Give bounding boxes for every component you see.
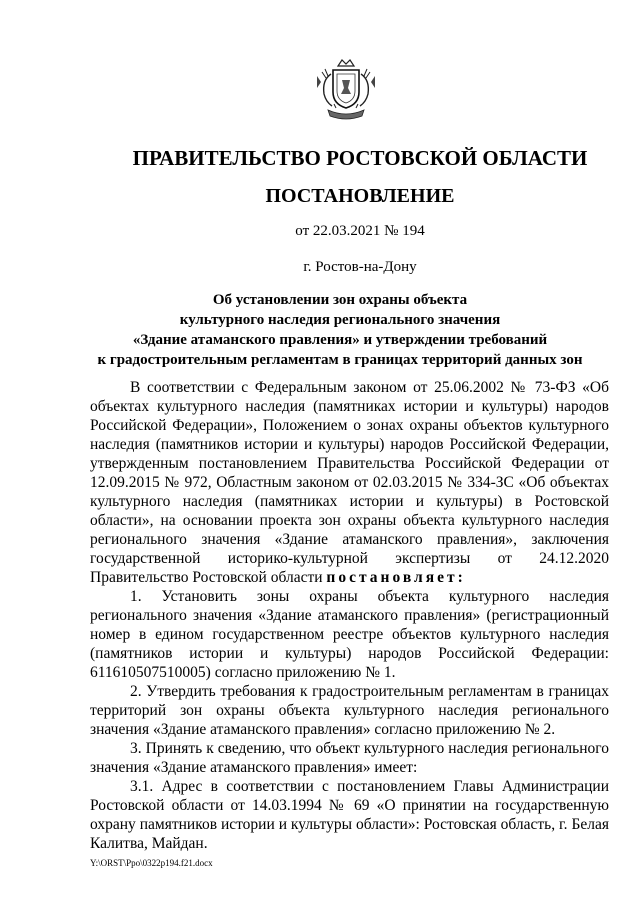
- title-line: культурного наследия регионального значения: [179, 312, 501, 328]
- preamble-paragraph: [90, 378, 609, 587]
- decree-word: постановляет:: [326, 569, 466, 586]
- document-title: [90, 290, 590, 370]
- coat-of-arms-emblem: [316, 58, 376, 124]
- document-date-number: от 22.03.2021 № 194: [295, 223, 425, 239]
- document-city: г. Ростов-на-Дону: [303, 259, 417, 275]
- decree-item: 3. Принять к сведению, что объект культурного наследия регионального значения «Здание атаманского правления» имеет:: [90, 740, 609, 776]
- title-line: к градостроительным регламентам в границах территорий данных зон: [97, 352, 583, 368]
- document-type: ПОСТАНОВЛЕНИЕ: [265, 185, 455, 207]
- preamble-text: В соответствии с Федеральным законом от 25.06.2002 № 73-ФЗ «Об объектах культурного наследия (памятниках истории и культуры) народов Российской Федерации», Положением о зонах охраны объектов культурного наследия (памятников истории и культуры) народов Российской Федерации, утвержденным постановлением Правительства Российской Федерации от 12.09.2015 № 972, Областным законом от 02.03.2015 № 334-ЗС «Об объектах культурного наследия (памятниках истории и культуры) в Ростовской области», на основании проекта зон охраны объекта культурного наследия регионального значения «Здание атаманского правления», заключения государственной историко-культурной экспертизы от 24.12.2020 Правительство Ростовской области: [90, 379, 609, 586]
- decree-item: 1. Установить зоны охраны объекта культурного наследия регионального значения «Здание атаманского правления» (регистрационный номер в едином государственном реестре объектов культурного наследия (памятников истории и культуры) народов Российской Федерации: 611610507510005) согласно приложению № 1.: [90, 588, 609, 681]
- title-line: Об установлении зон охраны объекта: [212, 292, 468, 308]
- decree-item: 2. Утвердить требования к градостроительным регламентам в границах территорий зон охраны объекта культурного наследия регионального значения «Здание атаманского правления» согласно приложению № 2.: [90, 683, 609, 738]
- title-line: «Здание атаманского правления» и утверждении требований: [132, 332, 548, 348]
- decree-item: 3.1. Адрес в соответствии с постановлением Главы Администрации Ростовской области от 14.03.1994 № 69 «О принятии на государственную охрану памятников истории и культуры области»: Ростовская область, г. Белая Калитва, Майдан.: [90, 778, 609, 852]
- footer-file-path: Y:\ORST\Ppo\0322p194.f21.docx: [90, 858, 213, 868]
- government-name: ПРАВИТЕЛЬСТВО РОСТОВСКОЙ ОБЛАСТИ: [132, 146, 588, 170]
- decree-items: [90, 587, 609, 853]
